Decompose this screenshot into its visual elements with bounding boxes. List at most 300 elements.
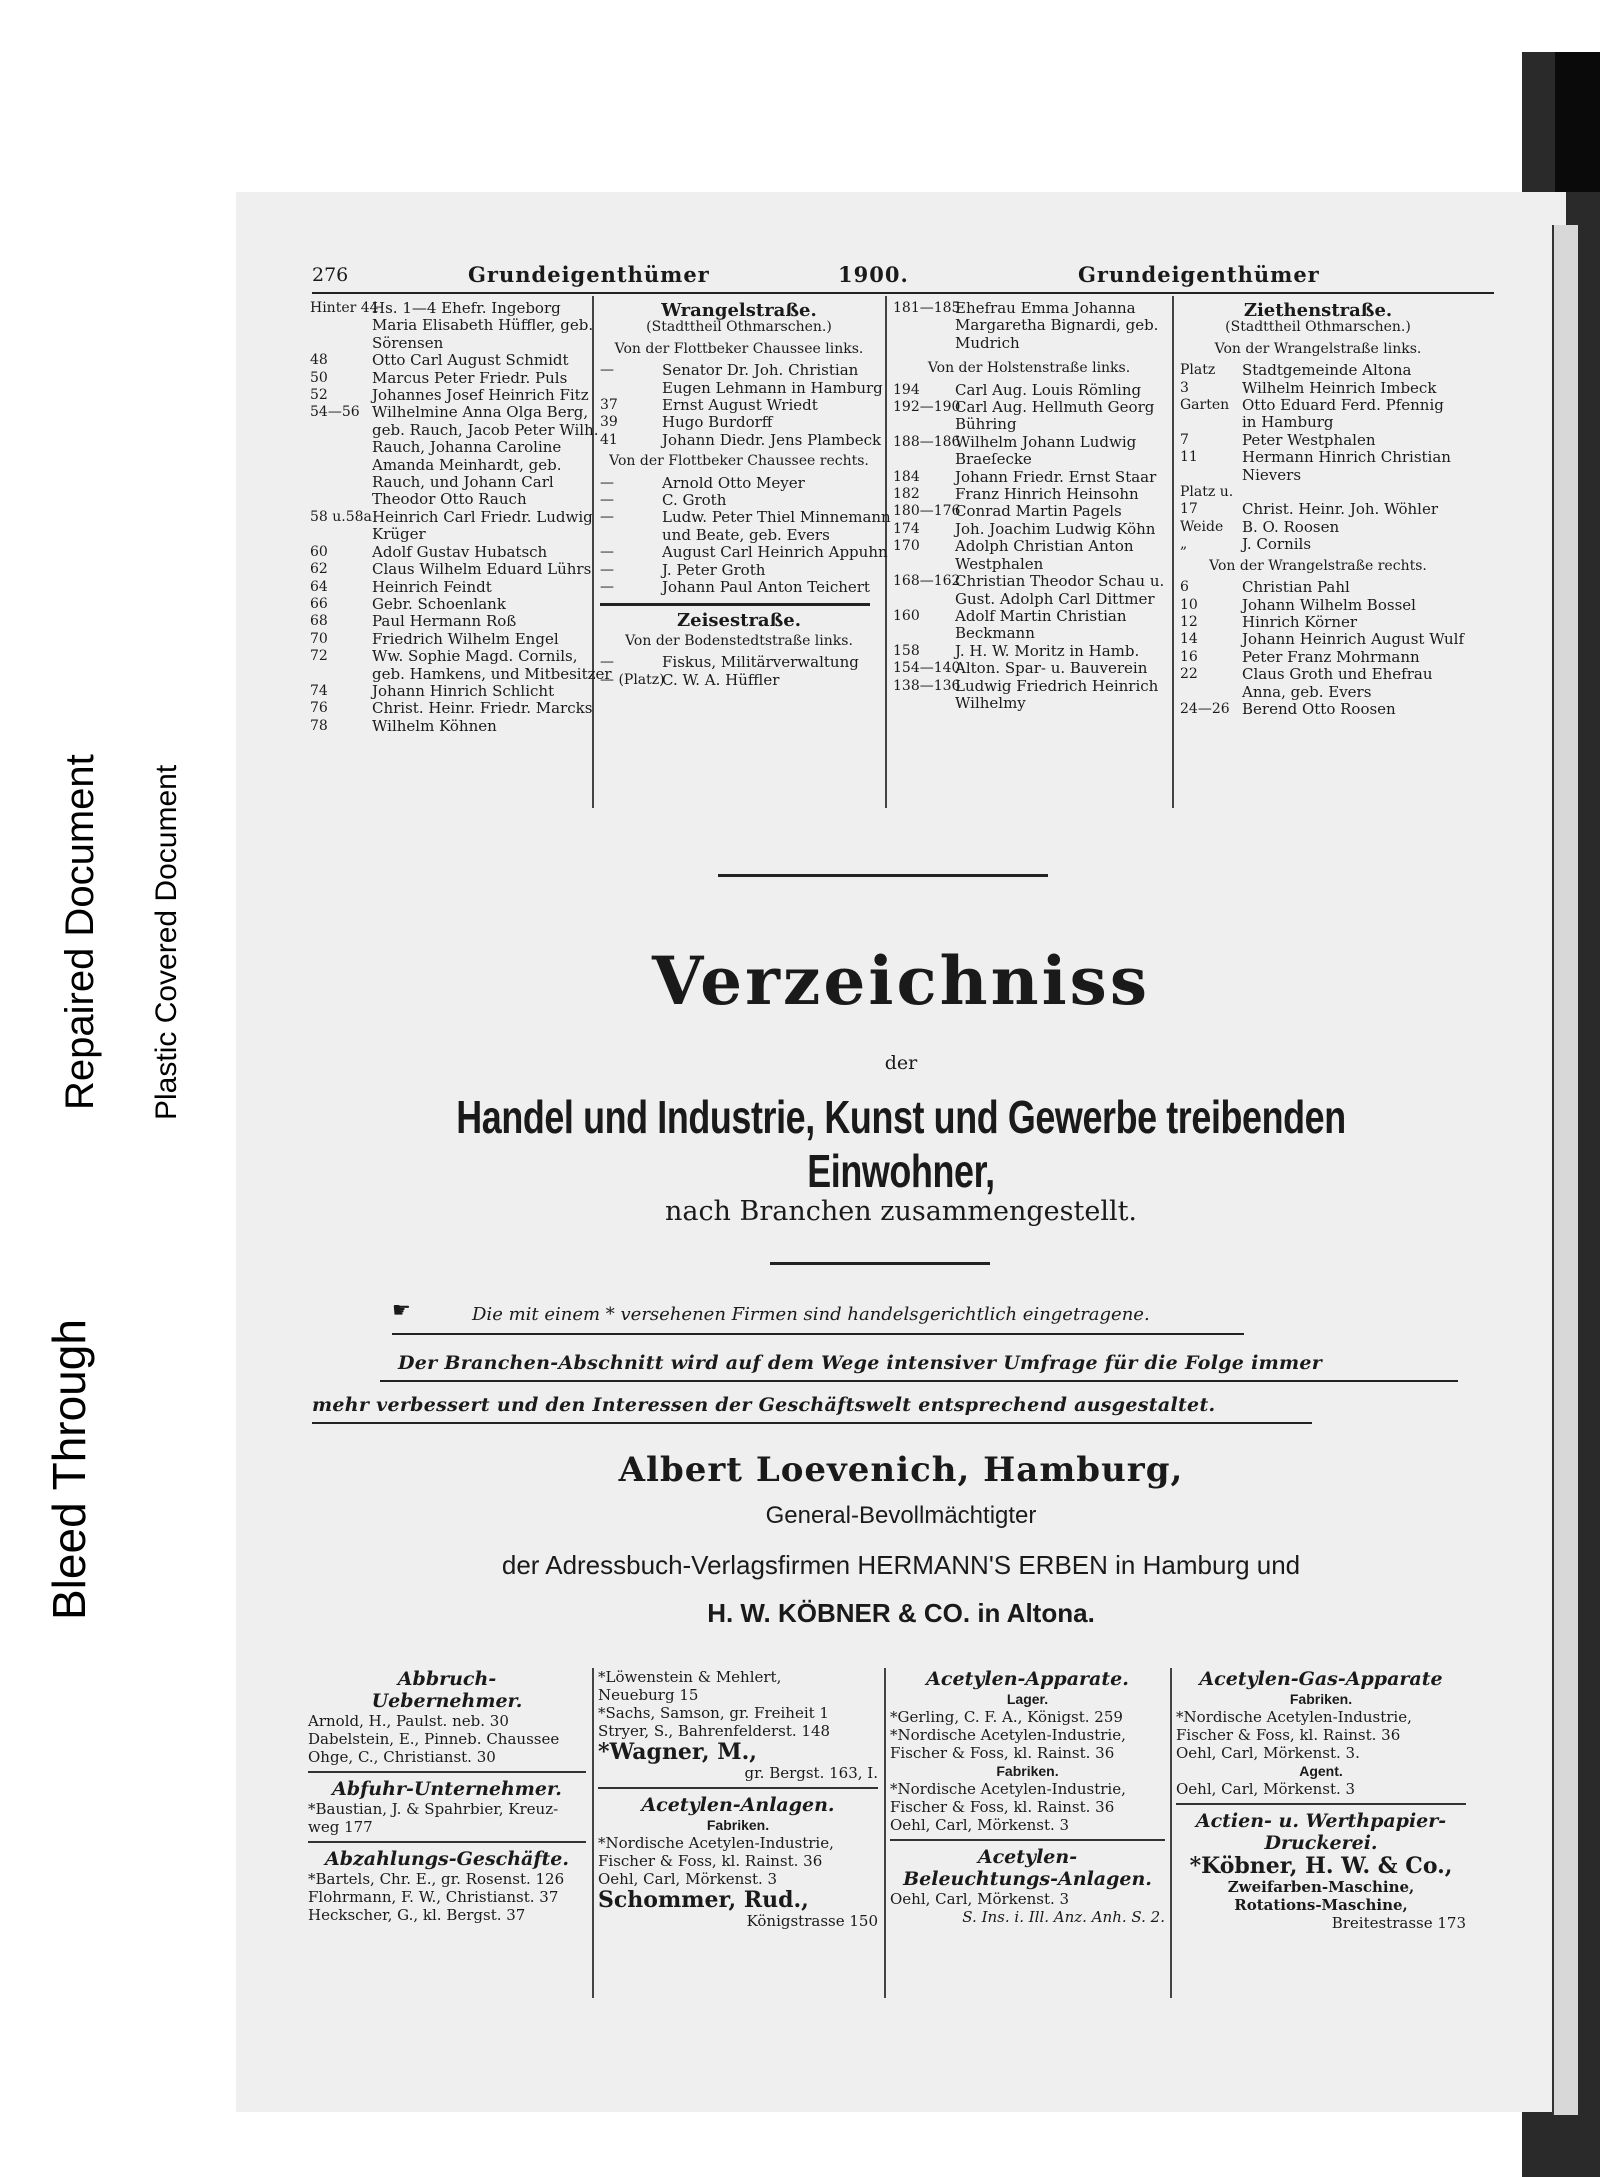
entry-row — [1180, 501, 1456, 518]
column-4 — [1180, 300, 1465, 718]
house-number: 62 — [310, 561, 328, 578]
owner-name: Rauch, Johanna Caroline — [372, 438, 562, 457]
house-number: Weide — [1180, 518, 1224, 535]
firm-koebner-line: Zweifarben-Maschine, — [1227, 1878, 1415, 1896]
branch-subheading: Fabriken. — [706, 1817, 770, 1833]
owner-name: Rauch, und Johann Carl — [372, 473, 554, 492]
entry-row — [310, 420, 599, 439]
entry-row — [600, 579, 878, 596]
owner-name: Hugo Burdorff — [662, 413, 773, 432]
entry-row — [1180, 579, 1456, 596]
branch-subheading: Fabriken. — [996, 1763, 1059, 1779]
owner-name: Arnold Otto Meyer — [662, 473, 805, 492]
house-number: 192—190 — [893, 399, 961, 416]
owner-name: J. Cornils — [1242, 535, 1312, 554]
firm-koebner: *Köbner, H. W. & Co., — [1189, 1853, 1453, 1879]
branch-heading: Beleuchtungs-Anlagen. — [903, 1868, 1152, 1890]
branch-heading: Abbruch- — [397, 1668, 497, 1690]
entry-row — [310, 457, 586, 474]
direction-heading: Von der Holstenstraße links. — [927, 360, 1131, 377]
house-number — [893, 416, 955, 433]
title-rule — [718, 874, 1048, 877]
entry-row — [600, 414, 878, 431]
listing-line: Neueburg 15 — [598, 1686, 699, 1704]
house-number: 182 — [893, 486, 920, 503]
listing-line: Fischer & Foss, kl. Rainst. 36 — [890, 1744, 1115, 1762]
listing-line: *Sachs, Samson, gr. Freiheit 1 — [598, 1704, 829, 1722]
house-number: 54—56 — [310, 404, 360, 421]
owner-name: Fiskus, Militärverwaltung — [662, 653, 859, 672]
branch-rule — [890, 1839, 1165, 1841]
house-number: 22 — [1180, 666, 1198, 683]
entry-row — [310, 507, 593, 526]
entry-row — [893, 434, 1165, 451]
listing-line: Stryer, S., Bahrenfelderst. 148 — [598, 1722, 831, 1740]
title-subtitle: Handel und Industrie, Kunst und Gewerbe treibenden Einwohner, — [456, 1091, 1346, 1197]
listing-line: *Nordische Acetylen-Industrie, — [1176, 1708, 1412, 1726]
entry-row — [310, 300, 586, 317]
firm-address: Königstrasse 150 — [746, 1912, 878, 1930]
house-number: 154—140 — [893, 660, 961, 677]
note-underline — [380, 1380, 1458, 1382]
listing-line: Oehl, Carl, Mörkenst. 3 — [890, 1890, 1070, 1908]
entry-row — [310, 439, 586, 456]
owner-name: Heinrich Feindt — [372, 577, 492, 596]
entry-row — [600, 527, 878, 544]
street-title: Zeisestraße. — [676, 609, 801, 631]
entry-row — [893, 300, 1165, 317]
owner-name: B. O. Roosen — [1242, 517, 1340, 536]
house-number: — — [600, 654, 614, 671]
house-number: 12 — [1180, 613, 1198, 630]
listing-line: Oehl, Carl, Mörkenst. 3 — [890, 1816, 1070, 1834]
listing-line: *Nordische Acetylen-Industrie, — [890, 1780, 1126, 1798]
section-rule — [600, 603, 870, 606]
house-number: — — [600, 509, 614, 526]
house-number: 48 — [310, 352, 328, 369]
entry-row — [893, 451, 1165, 468]
owner-name: Carl Aug. Louis Römling — [955, 380, 1142, 399]
house-number — [310, 422, 372, 439]
house-number: 60 — [310, 543, 328, 560]
house-number: — — [600, 474, 614, 491]
owner-name: Bühring — [955, 415, 1017, 434]
branch-rule — [1176, 1803, 1466, 1805]
header-left-title: Grundeigenthümer — [468, 262, 710, 287]
house-number: 70 — [310, 630, 328, 647]
direction-heading: Von der Flottbeker Chaussee rechts. — [609, 453, 869, 470]
house-number — [893, 556, 955, 573]
house-number: 66 — [310, 595, 328, 612]
house-number: Platz — [1180, 362, 1216, 379]
entry-row — [310, 316, 594, 335]
owner-name: Claus Wilhelm Eduard Lührs — [372, 560, 592, 579]
house-number — [310, 457, 372, 474]
column-rule — [1170, 1668, 1172, 1998]
entry-row — [893, 678, 1165, 695]
house-number — [310, 491, 372, 508]
label-bleed-through: Bleed Through — [43, 1319, 95, 1620]
house-number: — (Platz) — [600, 671, 665, 688]
entry-row — [1180, 701, 1456, 718]
owner-name: Adolph Christian Anton — [955, 537, 1134, 556]
column-rule — [884, 1668, 886, 1998]
entry-row — [1180, 519, 1456, 536]
owner-name: Johann Friedr. Ernst Staar — [955, 467, 1157, 486]
listing-line: *Bartels, Chr. E., gr. Rosenst. 126 — [308, 1870, 565, 1888]
street-title: Wrangelstraße. — [661, 300, 817, 321]
owner-name: Christian Pahl — [1242, 578, 1350, 597]
column-3 — [893, 300, 1165, 712]
owner-name: Beckmann — [955, 624, 1035, 643]
house-number: 194 — [893, 381, 920, 398]
entry-row — [600, 397, 878, 414]
listing-line: Fischer & Foss, kl. Rainst. 36 — [598, 1852, 823, 1870]
title-der: der — [884, 1052, 918, 1074]
owner-name: geb. Hamkens, und Mitbesitzer — [372, 664, 612, 683]
page-edge — [1552, 225, 1578, 2115]
owner-name: Krüger — [372, 525, 426, 544]
house-number: — — [600, 544, 614, 561]
note-underline — [312, 1422, 1312, 1424]
listing-line: Oehl, Carl, Mörkenst. 3 — [598, 1870, 778, 1888]
header-right-title: Grundeigenthümer — [1078, 262, 1320, 287]
entry-row — [893, 382, 1165, 399]
entry-row — [893, 469, 1165, 486]
house-number: 37 — [600, 397, 618, 414]
house-number — [893, 317, 955, 334]
owner-name: Adolf Martin Christian — [955, 606, 1127, 625]
publisher-role: General-Bevollmächtigter — [765, 1502, 1037, 1529]
label-plastic: Plastic Covered Document — [150, 764, 183, 1120]
entry-row — [1180, 362, 1456, 379]
entry-row — [893, 335, 1165, 352]
house-number: 58 u.58a — [310, 508, 372, 525]
house-number: 168—162 — [893, 573, 961, 590]
entry-row — [600, 672, 878, 689]
house-number — [310, 474, 372, 491]
entry-row — [600, 654, 878, 671]
entry-row — [893, 591, 1165, 608]
owner-name: Johann Heinrich August Wulf — [1242, 630, 1465, 649]
house-number — [893, 695, 955, 712]
house-number: Hinter 44 — [310, 300, 379, 316]
district-subtitle: (Stadttheil Othmarschen.) — [1225, 319, 1411, 336]
entry-row — [310, 699, 593, 718]
house-number: 158 — [893, 642, 920, 659]
owner-name: Stadtgemeinde Altona — [1242, 361, 1412, 380]
entry-row — [893, 625, 1165, 642]
entry-row — [893, 556, 1165, 573]
entry-row — [893, 660, 1165, 677]
listing-line: Dabelstein, E., Pinneb. Chaussee — [308, 1730, 560, 1748]
house-number: 64 — [310, 578, 328, 595]
entry-row — [600, 475, 878, 492]
house-number: 10 — [1180, 596, 1198, 613]
owner-name: Peter Franz Mohrmann — [1242, 647, 1420, 666]
house-number: 181—185 — [893, 300, 961, 316]
owner-name: Ehefrau Emma Johanna — [955, 299, 1136, 317]
owner-name: Christian Theodor Schau u. — [955, 572, 1165, 591]
entry-row — [1180, 449, 1456, 466]
house-number — [893, 335, 955, 352]
entry-row — [310, 648, 586, 665]
note-underline — [392, 1333, 1244, 1335]
owner-name: Friedrich Wilhelm Engel — [372, 629, 559, 648]
entry-row — [893, 643, 1165, 660]
column-rule — [592, 296, 594, 808]
branch-rule — [308, 1771, 586, 1773]
owner-name: J. Peter Groth — [662, 560, 766, 579]
listing-line: Fischer & Foss, kl. Rainst. 36 — [1176, 1726, 1401, 1744]
house-number: — — [600, 362, 614, 379]
entry-row — [310, 491, 586, 508]
branch-subheading: Agent. — [1299, 1763, 1343, 1779]
branch-heading: Uebernehmer. — [371, 1690, 523, 1712]
street-title: Ziethenstraße. — [1243, 300, 1393, 321]
owner-name: Franz Hinrich Heinsohn — [955, 485, 1139, 504]
hand-pointer-icon: ☛ — [392, 1298, 411, 1322]
entry-row — [893, 538, 1165, 555]
direction-heading: Von der Flottbeker Chaussee links. — [614, 340, 864, 357]
branch-heading: Actien- u. Werthpapier- — [1195, 1810, 1447, 1832]
main-title: Verzeichniss — [652, 942, 1150, 1020]
listing-line: Arnold, H., Paulst. neb. 30 — [308, 1712, 509, 1730]
entry-row — [600, 508, 891, 527]
entry-row — [1180, 414, 1456, 431]
column-rule — [1172, 296, 1174, 808]
owner-name: Ludw. Peter Thiel Minnemann — [662, 508, 891, 527]
owner-name: Braeſecke — [955, 450, 1032, 469]
owner-name: Marcus Peter Friedr. Puls — [372, 368, 568, 387]
entry-row — [893, 317, 1165, 334]
entry-row — [893, 399, 1165, 416]
entry-row — [1180, 666, 1456, 683]
branch-column-2 — [598, 1668, 878, 1930]
owner-name — [1242, 484, 1456, 501]
entry-row — [310, 683, 586, 700]
owner-name: Westphalen — [955, 554, 1044, 573]
house-number — [893, 591, 955, 608]
entry-row — [893, 695, 1165, 712]
owner-name: Wilhelm Köhnen — [372, 716, 497, 735]
house-number: 50 — [310, 369, 328, 386]
entry-row — [893, 573, 1165, 590]
house-number: 11 — [1180, 449, 1198, 466]
entry-row — [310, 631, 586, 648]
entry-row — [600, 543, 888, 562]
house-number — [310, 439, 372, 456]
owner-name: Wilhelm Heinrich Imbeck — [1242, 378, 1437, 397]
owner-name: Senator Dr. Joh. Christian — [662, 361, 859, 380]
entry-row — [600, 492, 878, 509]
house-number: 72 — [310, 648, 328, 665]
listing-line: Oehl, Carl, Mörkenst. 3. — [1176, 1744, 1360, 1762]
house-number: 138—136 — [893, 677, 961, 694]
branch-subheading: Lager. — [1006, 1691, 1049, 1707]
owner-name: Hinrich Körner — [1242, 612, 1358, 631]
publisher-name: Albert Loevenich, Hamburg, — [618, 1450, 1184, 1490]
owner-name: Carl Aug. Hellmuth Georg — [955, 398, 1155, 417]
house-number: 160 — [893, 607, 920, 624]
branch-heading: Abfuhr-Unternehmer. — [332, 1778, 562, 1800]
entry-row — [1180, 380, 1456, 397]
owner-name: Joh. Joachim Ludwig Köhn — [955, 519, 1156, 538]
entry-row — [310, 526, 586, 543]
owner-name: Wilhelm Johann Ludwig — [955, 432, 1137, 451]
branch-subheading: Fabriken. — [1289, 1691, 1353, 1707]
branch-heading: Acetylen-Apparate. — [926, 1668, 1129, 1690]
direction-heading: Von der Bodenstedtstraße links. — [625, 632, 853, 649]
owner-name: Hs. 1—4 Ehefr. Ingeborg — [372, 299, 561, 317]
direction-heading: Von der Wrangelstraße rechts. — [1209, 557, 1427, 574]
owner-name: Ernst August Wriedt — [662, 396, 818, 415]
house-number — [310, 335, 372, 352]
branch-rule — [308, 1841, 586, 1843]
title-rule-2 — [770, 1262, 990, 1265]
entry-row — [310, 560, 592, 579]
owner-name: Conrad Martin Pagels — [955, 502, 1122, 521]
entry-row — [1180, 467, 1456, 484]
entry-row — [1180, 597, 1456, 614]
owner-name: Adolf Gustav Hubatsch — [372, 542, 548, 561]
note-asterisk: Die mit einem * versehenen Firmen sind handelsgerichtlich eingetragene. — [472, 1304, 1150, 1325]
owner-name: geb. Rauch, Jacob Peter Wilh. — [372, 420, 599, 439]
owner-name: J. H. W. Moritz in Hamb. — [955, 641, 1140, 660]
entry-row — [310, 664, 612, 683]
entry-row — [1180, 649, 1456, 666]
header-rule — [312, 292, 1494, 294]
house-number: 6 — [1180, 579, 1189, 596]
firm-schommer: Schommer, Rud., — [598, 1887, 809, 1913]
owner-name: C. W. A. Hüffler — [662, 670, 780, 689]
owner-name: Johann Wilhelm Bossel — [1242, 595, 1416, 614]
owner-name: Johann Diedr. Jens Plambeck — [662, 430, 882, 449]
column-rule — [592, 1668, 594, 1998]
owner-name: Johann Hinrich Schlicht — [372, 681, 555, 700]
owner-name: Maria Elisabeth Hüffler, geb. — [372, 316, 594, 335]
label-repaired: Repaired Document — [58, 754, 102, 1110]
owner-name: Claus Groth und Ehefrau — [1242, 665, 1433, 684]
owner-name: August Carl Heinrich Appuhn — [662, 543, 888, 562]
owner-name: Theodor Otto Rauch — [372, 490, 527, 509]
listing-line: *Nordische Acetylen-Industrie, — [890, 1726, 1126, 1744]
publisher-altona: H. W. KÖBNER & CO. in Altona. — [707, 1598, 1095, 1628]
entry-row — [1180, 536, 1456, 553]
entry-row — [310, 596, 586, 613]
listing-line: *Gerling, C. F. A., Königst. 259 — [890, 1708, 1123, 1726]
house-number: 184 — [893, 468, 920, 485]
house-number: 3 — [1180, 379, 1189, 396]
owner-name: Wilhelmy — [955, 693, 1026, 712]
header-year: 1900. — [838, 262, 909, 287]
house-number: 188—186 — [893, 433, 961, 450]
owner-name: Wilhelmine Anna Olga Berg, — [372, 403, 589, 422]
owner-name: Paul Hermann Roß — [372, 612, 517, 631]
house-number — [893, 625, 955, 642]
publisher-firms: der Adressbuch-Verlagsfirmen HERMANN'S ERBEN in Hamburg und — [501, 1550, 1301, 1580]
branch-column-4 — [1176, 1668, 1466, 1932]
page-number: 276 — [312, 264, 349, 286]
entry-row — [310, 335, 586, 352]
entry-row — [310, 370, 586, 387]
listing-line: Flohrmann, F. W., Christianst. 37 — [308, 1888, 559, 1906]
branch-heading: Abzahlungs-Geschäfte. — [324, 1848, 569, 1870]
house-number: — — [600, 492, 614, 509]
house-number — [600, 527, 662, 544]
entry-row — [893, 608, 1165, 625]
entry-row — [1180, 630, 1465, 649]
listing-line: Ohge, C., Christianst. 30 — [308, 1748, 496, 1766]
owner-name: Christ. Heinr. Friedr. Marcks — [372, 699, 593, 718]
house-number: 76 — [310, 700, 328, 717]
owner-name: Gebr. Schoenlank — [372, 594, 506, 613]
entry-row — [310, 403, 589, 422]
scan-label — [0, 620, 210, 1650]
district-subtitle: (Stadttheil Othmarschen.) — [646, 319, 832, 336]
entry-row — [310, 544, 586, 561]
house-number — [1180, 414, 1242, 431]
house-number: 41 — [600, 431, 618, 448]
note-branchen-1: Der Branchen-Abschnitt wird auf dem Wege intensiver Umfrage für die Folge immer — [398, 1352, 1323, 1374]
owner-name: und Beate, geb. Evers — [662, 525, 830, 544]
firm-address: Breitestrasse 173 — [1331, 1914, 1466, 1932]
entry-row — [1180, 432, 1456, 449]
house-number: 180—176 — [893, 503, 961, 520]
entry-row — [893, 503, 1165, 520]
house-number: 74 — [310, 682, 328, 699]
branch-column-3 — [890, 1668, 1165, 1926]
entry-row — [893, 416, 1165, 433]
listing-line: Oehl, Carl, Mörkenst. 3 — [1176, 1780, 1356, 1798]
house-number: 17 — [1180, 501, 1198, 518]
title-subtitle-2: nach Branchen zusammengestellt. — [664, 1196, 1138, 1227]
branch-rule — [598, 1787, 878, 1789]
entry-row — [893, 521, 1165, 538]
house-number — [1180, 467, 1242, 484]
house-number: 78 — [310, 717, 328, 734]
house-number: — — [600, 561, 614, 578]
entry-row — [310, 352, 586, 369]
entry-row — [1180, 397, 1456, 414]
entry-row — [600, 430, 882, 449]
owner-name: Sörensen — [372, 333, 444, 352]
listing-line: *Löwenstein & Mehlert, — [598, 1668, 782, 1686]
column-2 — [600, 300, 891, 689]
owner-name: Amanda Meinhardt, geb. — [372, 455, 562, 474]
listing-line: Fischer & Foss, kl. Rainst. 36 — [890, 1798, 1115, 1816]
entry-row — [310, 718, 586, 735]
note-branchen-2: mehr verbessert und den Interessen der Geschäftswelt entsprechend ausgestaltet. — [312, 1394, 1216, 1416]
house-number — [600, 380, 662, 397]
house-number: 24—26 — [1180, 700, 1230, 717]
house-number — [1180, 684, 1242, 701]
owner-name: Eugen Lehmann in Hamburg — [662, 378, 883, 397]
house-number: Garten — [1180, 397, 1230, 414]
house-number — [310, 317, 372, 334]
scan-background-dark — [1555, 52, 1600, 192]
entry-row — [600, 378, 883, 397]
owner-name: Heinrich Carl Friedr. Ludwig — [372, 507, 593, 526]
branch-heading: Acetylen-Gas-Apparate — [1199, 1668, 1443, 1690]
firm-address: gr. Bergst. 163, I. — [744, 1764, 878, 1782]
owner-name: Johannes Josef Heinrich Fitz — [372, 386, 589, 405]
entry-row — [310, 474, 586, 491]
owner-name: Mudrich — [955, 333, 1020, 352]
listing-line: Heckscher, G., kl. Bergst. 37 — [308, 1906, 526, 1924]
house-number: — — [600, 579, 614, 596]
firm-wagner: *Wagner, M., — [598, 1739, 757, 1765]
